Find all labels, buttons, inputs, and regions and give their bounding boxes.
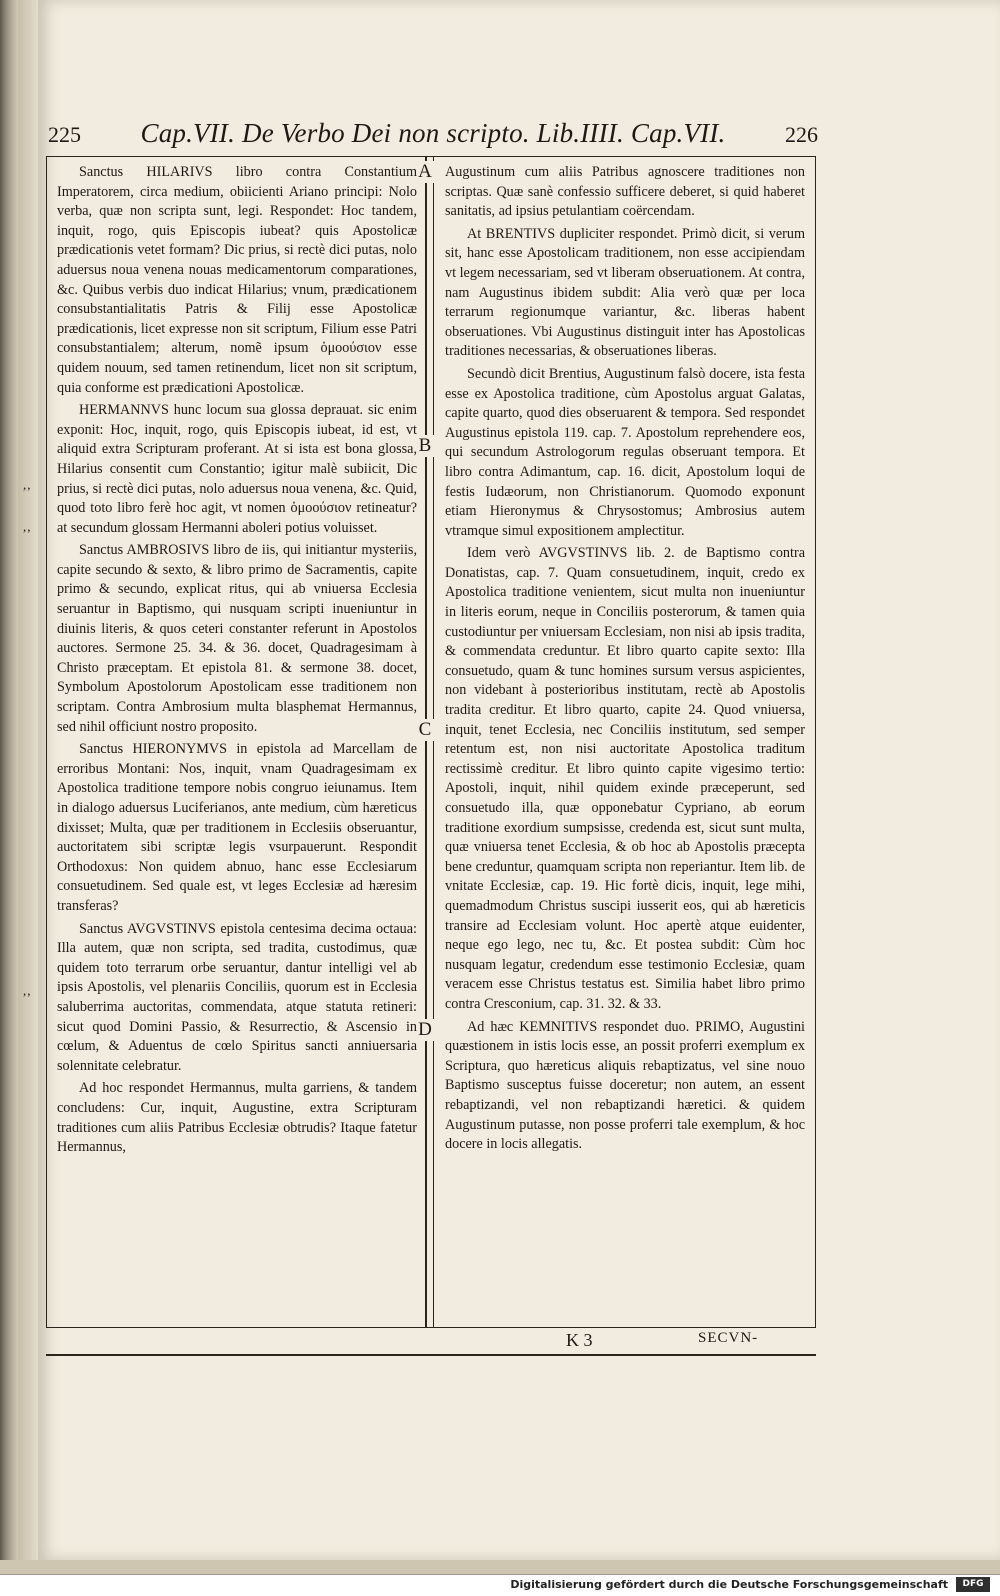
folio-right: 226	[784, 122, 818, 147]
right-column	[445, 163, 805, 1158]
dfg-logo-icon: DFG	[956, 1577, 990, 1592]
paragraph: Ad hoc respondet Hermannus, multa garriens, & tandem concludens: Cur, inquit, Augustine, extra Scripturam traditiones cum aliis Patribus Ecclesiæ obtrudis? Itaque fatetur Hermannus,	[57, 1080, 417, 1156]
credit-text: Digitalisierung gefördert durch die Deutsche Forschungsgemeinschaft	[510, 1578, 948, 1591]
signature-mark: K 3	[566, 1330, 593, 1350]
paragraph: At BRENTIVS dupliciter respondet. Primò dicit, si verum sit, hanc esse Apostolicam traditionem, non esse accipiendam vt legem necessariam, sed vt liberam obseruationem. At contra, nam Augustinus ibidem subdit: Alia verò quæ per loca terrarum regionumque variantur, &c. liberas habent obseruationes. Vbi Augustinus distinguit inter has Apostolicas traditiones necessarias, & obseruationes liberas.	[445, 225, 805, 360]
quote-mark: ,,	[23, 519, 32, 534]
column-divider-inner	[433, 157, 434, 1327]
book-spine-edge	[0, 0, 18, 1560]
footer-rule	[46, 1354, 816, 1356]
paragraph: Sanctus HILARIVS libro contra Constantium Imperatorem, circa medium, obiicienti Ariano principi: Nolo verba, quæ non scripta sunt, legi. Respondet: Hoc tandem, inquit, rogo, quis Episcopis iubeat? quis Apostolicæ prædicationis vetet formam? Dic prius, si rectè dici putas, nolo aduersus noua venena nouas medicamentorum comparationes, &c. Quibus verbis duo indicat Hilarius; vnum, prædicationem consubstantialitatis Patris & Filij esse Apostolicæ prædicationis, licet expresse non sit scriptum, Filium esse Patri consubstantialem; alterum, nomẽ ipsum ὁμοούσιον esse quidem nouum, sed tamen retinendum, licet non sit scriptum, quia conforme est prædicationi Apostolicæ.	[57, 164, 417, 396]
catchword: SECVN-	[698, 1330, 759, 1346]
margin-marker-b: B	[412, 435, 438, 457]
book-page	[23, 0, 1000, 1560]
quote-mark: ,,	[23, 477, 32, 492]
paragraph: Sanctus AMBROSIVS libro de iis, qui initiantur mysteriis, capite secundo & sexto, & libro primo de Sacramentis, capite primo & secundo, explicat ritus, qui ab vniuersa Ecclesia seruantur in Baptismo, qui nusquam scripti inueniuntur in diuinis literis, & quos ceteri constanter referunt in Apostolos auctores. Sermone 25. 34. & 36. docet, Quadragesimam à Christo præceptam. Et epistola 81. & sermone 38. docet, Symbolum Apostolorum Apostolicam esse traditionem non scriptam. Contra Ambrosium multa blasphemat Hermannus, sed nihil officiunt nostro proposito.	[57, 542, 417, 735]
text-frame	[23, 156, 816, 1328]
paragraph: Sanctus AVGVSTINVS epistola centesima decima octaua: Illa autem, quæ non scripta, sed tradita, custodimus, quæ quidem toto terrarum orbe seruantur, dantur intelligi vel ab ipsis Apostolis, vel plenariis Conciliis, quorum est in Ecclesia saluberrima auctoritas, commendata, atque statuta retineri: sicut quod Domini Passio, & Resurrectio, & Ascensio in cœlum, & Aduentus de cœlo Spiritus sancti anniuersaria solennitate celebratur.	[57, 920, 417, 1074]
folio-left: 225	[48, 122, 81, 147]
margin-marker-a: A	[412, 161, 438, 183]
paragraph: Secundò dicit Brentius, Augustinum falsò docere, ista festa esse ex Apostolica traditione, cùm Apostolus arguat Galatas, capite quarto, quod dies obseruarent & tempora. Sed respondet Augustinus epistola 119. cap. 7. Apostolum reprehendere eos, qui secundum Astrologorum regulas obseruant tempora. Et libro contra Adimantum, cap. 16. dicit, Apostolum loqui de festis Iudæorum, non Christianorum. Quomodo exponunt etiam Hieronymus & Chrysostomus; Ambrosius autem vtramque simul expositionem amplectitur.	[445, 365, 805, 539]
margin-marker-c: C	[412, 719, 438, 741]
quote-mark: ,,	[23, 983, 32, 998]
paragraph: HERMANNVS hunc locum sua glossa deprauat. sic enim exponit: Hoc, inquit, rogo, quis Episcopis iubeat, id est, vt aliquid extra Scripturam proferant. At si ista est bona glossa, Hilarius consentit cum Constantio; igitur malè subiicit, Dic prius, si rectè dici putas, nolo aduersus noua venena, &c. Quid, quod toto libro ferè hoc agit, vt nomen ὁμοούσιον retineatur? at secundum glossam Hermanni aboleri potius voluisset.	[57, 402, 417, 536]
left-column	[23, 163, 417, 1161]
margin-marker-d: D	[412, 1019, 438, 1041]
running-head	[48, 118, 818, 158]
digitization-credit-bar	[0, 1574, 1000, 1596]
running-head-title: Cap.VII. De Verbo Dei non scripto. Lib.IIII. Cap.VII.	[140, 118, 726, 148]
paragraph: Sanctus HIERONYMVS in epistola ad Marcellam de erroribus Montani: Nos, inquit, vnam Quadragesimam ex Apostolica traditione tempore nobis congruo ieiunamus. Item in dialogo aduersus Luciferianos, ante medium, cùm hæreticus dixisset; Multa, quæ per traditionem in Ecclesiis obseruantur, auctoritatem sibi scriptæ legis vsurpauerunt. Respondit Orthodoxus: Non quidem abnuo, hanc esse Ecclesiarum consuetudinem. Sed quale est, vt leges Ecclesiæ ad hæresim transferas?	[57, 741, 417, 914]
facing-page-edge	[18, 0, 40, 1560]
paragraph: Augustinum cum aliis Patribus agnoscere traditiones non scriptas. Quæ sanè confessio sufficere deberet, si quid haberet sanitatis, ad ipsius petulantiam coërcendam.	[445, 164, 805, 220]
column-divider	[425, 157, 427, 1327]
paragraph: Idem verò AVGVSTINVS lib. 2. de Baptismo contra Donatistas, cap. 7. Quam consuetudinem, inquit, credo ex Apostolica traditione venientem, sicut multa non inueniuntur in literis eorum, neque in Conciliis posterorum, & tamen quia custodiuntur per vniuersam Ecclesiam, non nisi ab ipsis tradita, & commendata creduntur. Et libro quarto capite sexto: Illa consuetudo, quam & tunc homines sursum versus aspicientes, non videbant à posterioribus institutam, rectè ab Apostolis tradita creditur. Et libro quarto, capite 24. Quod vniuersa, inquit, tenet Ecclesia, nec Conciliis institutum, sed semper retentum est, non nisi auctoritate Apostolica traditum rectissimè creditur. Et libro quinto capite vigesimo tertio: Apostoli, inquit, nihil quidem exinde præceperunt, sed consuetudo illa, quæ opponebatur Cypriano, ab eorum traditione exordium sumpsisse, credenda est, sicut sunt multa, quæ vniuersa tenet Ecclesia, & ob hoc ab Apostolis præcepta bene creduntur, quamquam scripta non reperiantur. Item lib. de vnitate Ecclesiæ, cap. 19. Hic fortè dicis, inquit, lege mihi, quemadmodum Christus suscipi iusserit eos, qui ab hæreticis transire ad Ecclesiam volunt. Hoc apertè atque euidenter, neque ego lego, nec tu, &c. Et postea subdit: Cùm hoc nusquam legatur, credendum esse testimonio Ecclesiæ, quam veracem esse Christus testatus est. Similia habet libro primo contra Cresconium, cap. 31. 32. & 33.	[445, 545, 805, 1012]
paragraph: Ad hæc KEMNITIVS respondet duo. PRIMO, Augustini quæstionem in istis locis esse, an possit proferri exemplum ex Scriptura, quo hæreticus aliquis rebaptizatus, vel sine nouo Baptismo susceptus fuisse doceretur; non autem, an essent rebaptizandi, vel non rebaptizandi hæretici. & quidem Augustinum putasse, non posse proferri tale exemplum, & hoc docere in locis allegatis.	[445, 1018, 805, 1153]
